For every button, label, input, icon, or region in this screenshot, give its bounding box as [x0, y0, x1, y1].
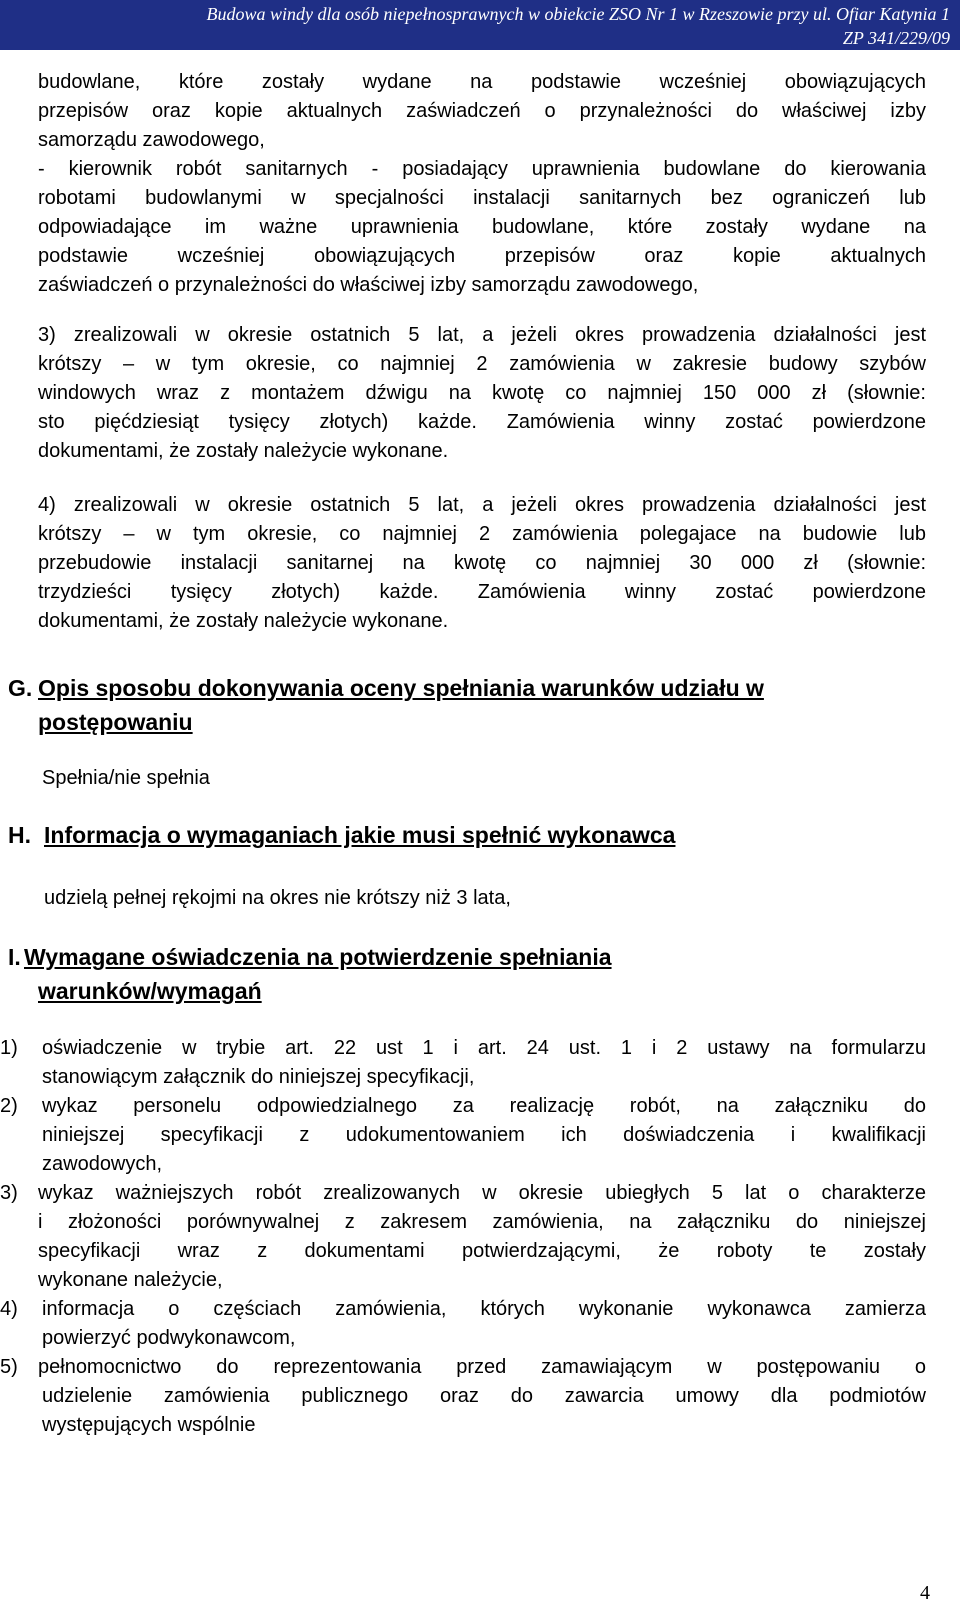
text-line: zawodowych,	[42, 1153, 163, 1175]
list-item-number: 4)	[0, 1298, 18, 1320]
section-g-title-line1: Opis sposobu dokonywania oceny spełniania warunków udziału w	[38, 675, 764, 701]
section-i-title-line1: Wymagane oświadczenia na potwierdzenie spełniania	[24, 944, 612, 970]
text-line: udzielenie zamówienia publicznego oraz do zawarcia umowy dla podmiotów	[42, 1385, 926, 1407]
header-reference: ZP 341/229/09	[842, 28, 950, 48]
text-line: - kierownik robót sanitarnych - posiadający uprawnienia budowlane do kierowania	[38, 158, 926, 180]
section-i-title-line2: warunków/wymagań	[38, 978, 262, 1004]
list-item-number: 2)	[0, 1095, 18, 1117]
list-item-number: 5)	[0, 1356, 18, 1378]
text-line: robotami budowlanymi w specjalności instalacji sanitarnych bez ograniczeń lub	[38, 187, 926, 209]
text-line: podstawie wcześniej obowiązujących przepisów oraz kopie aktualnych	[38, 245, 926, 267]
text-line: niniejszej specyfikacji z udokumentowaniem ich doświadczenia i kwalifikacji	[42, 1124, 926, 1146]
requirement-item-3	[38, 321, 926, 466]
section-g-body: Spełnia/nie spełnia	[42, 767, 210, 789]
text-line: powierzyć podwykonawcom,	[42, 1327, 296, 1349]
continuation-paragraph	[38, 68, 926, 300]
text-line: sto pięćdziesiąt tysięcy złotych) każde. Zamówienia winny zostać powierdzone	[38, 411, 926, 433]
text-line: odpowiadające im ważne uprawnienia budowlane, które zostały wydane na	[38, 216, 926, 238]
page-number: 4	[920, 1582, 930, 1604]
text-line: stanowiącym załącznik do niniejszej specyfikacji,	[42, 1066, 475, 1088]
requirement-item-4	[38, 491, 926, 636]
text-line: informacja o częściach zamówienia, których wykonanie wykonawca zamierza	[42, 1298, 926, 1320]
section-h-title: Informacja o wymaganiach jakie musi spełnić wykonawca	[44, 822, 676, 848]
text-line: samorządu zawodowego,	[38, 129, 265, 151]
text-line: pełnomocnictwo do reprezentowania przed zamawiającym w postępowaniu o	[38, 1356, 926, 1378]
text-line: występujących wspólnie	[42, 1414, 256, 1436]
list-item-number: 1)	[0, 1037, 18, 1059]
text-line: trzydzieści tysięcy złotych) każde. Zamówienia winny zostać powierdzone	[38, 581, 926, 603]
text-line: budowlane, które zostały wydane na podstawie wcześniej obowiązujących	[38, 71, 926, 93]
text-line: przepisów oraz kopie aktualnych zaświadczeń o przynależności do właściwej izby	[38, 100, 926, 122]
header-title: Budowa windy dla osób niepełnosprawnych w obiekcie ZSO Nr 1 w Rzeszowie przy ul. Ofiar Katynia 1	[206, 4, 950, 24]
document-header	[0, 0, 960, 50]
list-item-number: 3)	[0, 1182, 18, 1204]
text-line: dokumentami, że zostały należycie wykonane.	[38, 610, 449, 632]
text-line: oświadczenie w trybie art. 22 ust 1 i art. 24 ust. 1 i 2 ustawy na formularzu	[42, 1037, 926, 1059]
text-line: wykaz ważniejszych robót zrealizowanych w okresie ubiegłych 5 lat o charakterze	[38, 1182, 926, 1204]
text-line: przebudowie instalacji sanitarnej na kwotę co najmniej 30 000 zł (słownie:	[38, 552, 926, 574]
section-h-letter: H.	[8, 822, 31, 848]
text-line: windowych wraz z montażem dźwigu na kwotę co najmniej 150 000 zł (słownie:	[38, 382, 926, 404]
section-h-body: udzielą pełnej rękojmi na okres nie krótszy niż 3 lata,	[44, 887, 511, 909]
section-i-letter: I.	[8, 944, 21, 970]
text-line: wykonane należycie,	[38, 1269, 223, 1291]
text-line: zaświadczeń o przynależności do właściwej izby samorządu zawodowego,	[38, 274, 699, 296]
text-line: krótszy – w tym okresie, co najmniej 2 zamówienia w zakresie budowy szybów	[38, 353, 926, 375]
text-line: specyfikacji wraz z dokumentami potwierdzającymi, że roboty te zostały	[38, 1240, 926, 1262]
text-line: krótszy – w tym okresie, co najmniej 2 zamówienia polegajace na budowie lub	[38, 523, 926, 545]
section-g-letter: G.	[8, 675, 33, 701]
section-g-title-line2: postępowaniu	[38, 709, 193, 735]
text-line: 4) zrealizowali w okresie ostatnich 5 lat, a jeżeli okres prowadzenia działalności jest	[38, 494, 926, 516]
text-line: dokumentami, że zostały należycie wykonane.	[38, 440, 449, 462]
text-line: i złożoności porównywalnej z zakresem zamówienia, na załączniku do niniejszej	[38, 1211, 926, 1233]
text-line: wykaz personelu odpowiedzialnego za realizację robót, na załączniku do	[42, 1095, 926, 1117]
text-line: 3) zrealizowali w okresie ostatnich 5 lat, a jeżeli okres prowadzenia działalności jest	[38, 324, 926, 346]
